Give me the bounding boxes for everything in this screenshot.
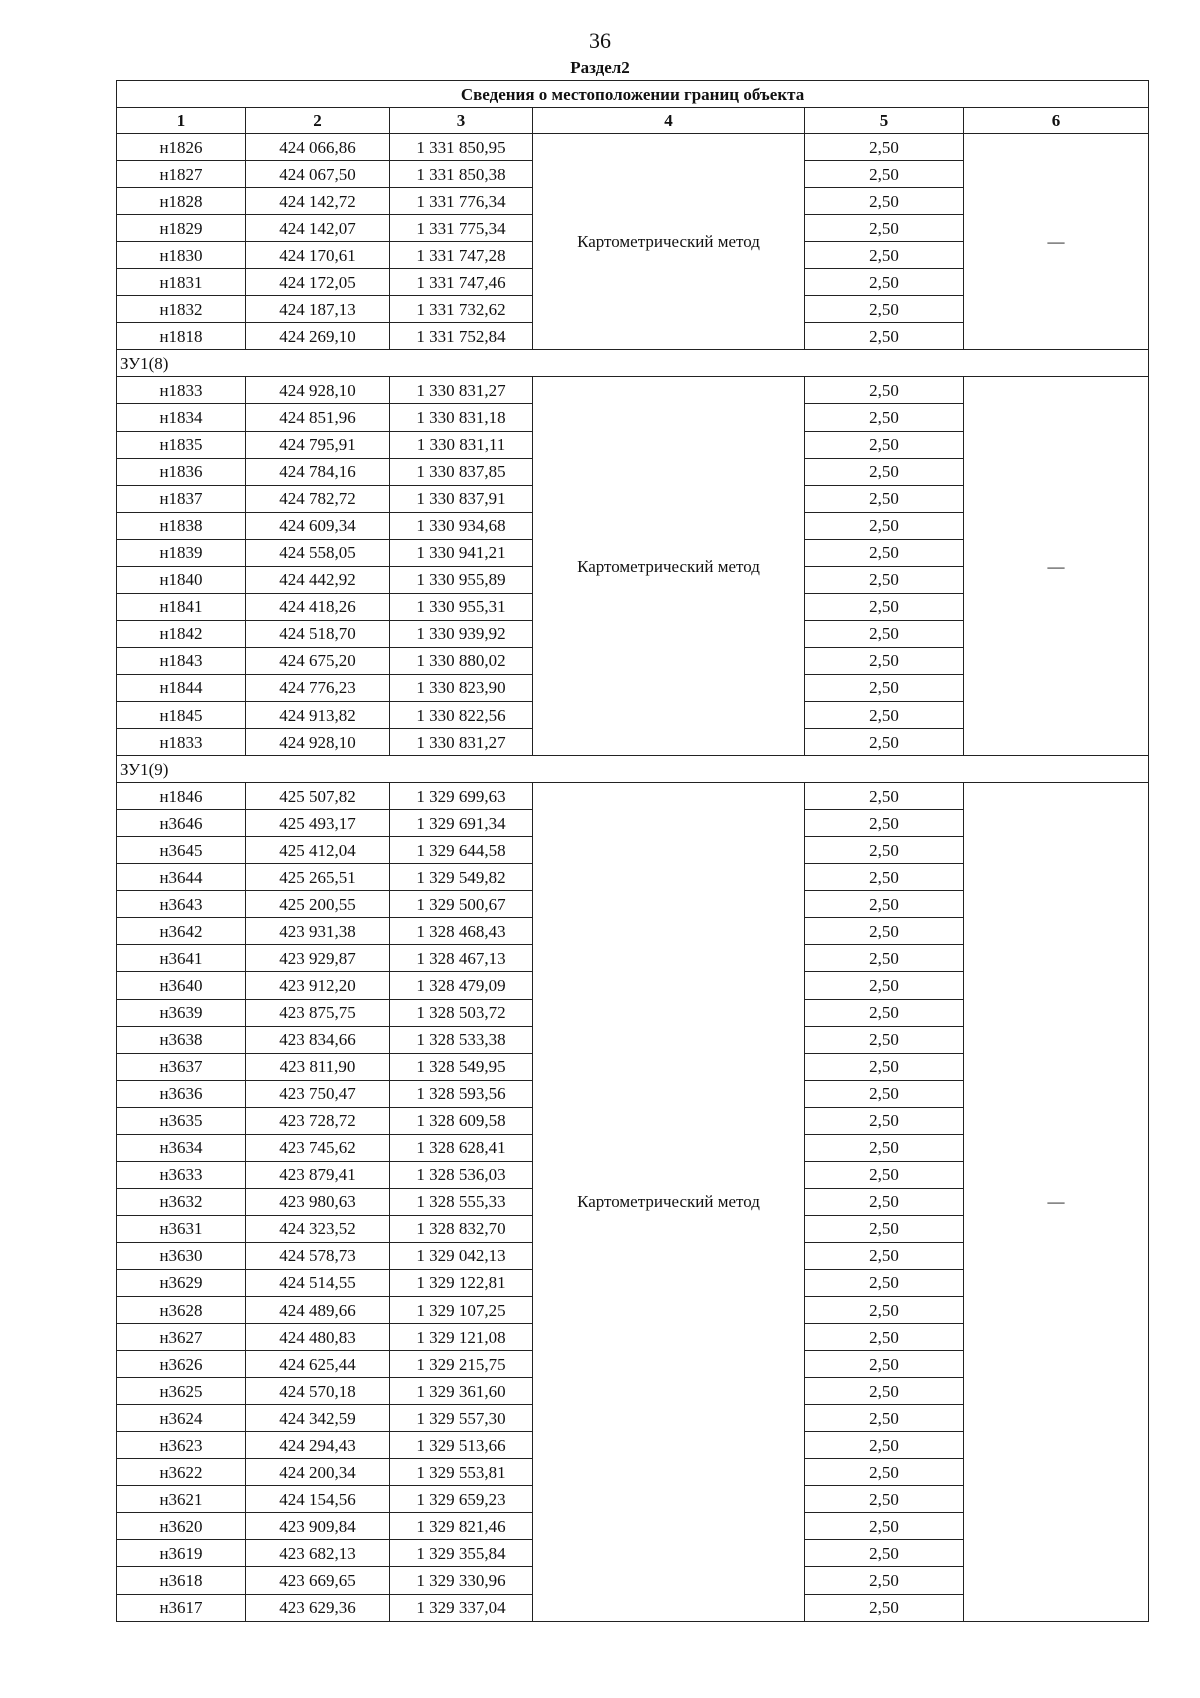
x-coordinate-cell: 424 323,52 xyxy=(246,1215,390,1242)
point-id-cell: н1840 xyxy=(117,566,246,593)
x-coordinate-cell: 424 142,72 xyxy=(246,188,390,215)
precision-cell: 2,50 xyxy=(805,1324,964,1351)
x-coordinate-cell: 423 669,65 xyxy=(246,1567,390,1594)
point-id-cell: н3632 xyxy=(117,1188,246,1215)
y-coordinate-cell: 1 330 837,91 xyxy=(390,485,533,512)
x-coordinate-cell: 424 928,10 xyxy=(246,377,390,404)
point-id-cell: н1845 xyxy=(117,701,246,728)
y-coordinate-cell: 1 329 337,04 xyxy=(390,1594,533,1621)
point-id-cell: н3644 xyxy=(117,864,246,891)
point-id-cell: н3626 xyxy=(117,1351,246,1378)
y-coordinate-cell: 1 329 107,25 xyxy=(390,1297,533,1324)
x-coordinate-cell: 423 745,62 xyxy=(246,1134,390,1161)
precision-cell: 2,50 xyxy=(805,1053,964,1080)
x-coordinate-cell: 423 980,63 xyxy=(246,1188,390,1215)
precision-cell: 2,50 xyxy=(805,1351,964,1378)
point-id-cell: н3618 xyxy=(117,1567,246,1594)
x-coordinate-cell: 424 928,10 xyxy=(246,729,390,756)
column6-cell: — xyxy=(964,377,1149,756)
point-id-cell: н1827 xyxy=(117,161,246,188)
y-coordinate-cell: 1 328 628,41 xyxy=(390,1134,533,1161)
y-coordinate-cell: 1 329 330,96 xyxy=(390,1567,533,1594)
x-coordinate-cell: 424 187,13 xyxy=(246,296,390,323)
precision-cell: 2,50 xyxy=(805,620,964,647)
method-cell: Картометрический метод xyxy=(533,377,805,756)
x-coordinate-cell: 424 795,91 xyxy=(246,431,390,458)
y-coordinate-cell: 1 330 934,68 xyxy=(390,512,533,539)
x-coordinate-cell: 424 200,34 xyxy=(246,1459,390,1486)
point-id-cell: н1842 xyxy=(117,620,246,647)
point-id-cell: н1834 xyxy=(117,404,246,431)
precision-cell: 2,50 xyxy=(805,891,964,918)
point-id-cell: н3641 xyxy=(117,945,246,972)
point-id-cell: н3621 xyxy=(117,1486,246,1513)
x-coordinate-cell: 423 931,38 xyxy=(246,918,390,945)
precision-cell: 2,50 xyxy=(805,458,964,485)
precision-cell: 2,50 xyxy=(805,1594,964,1621)
x-coordinate-cell: 424 851,96 xyxy=(246,404,390,431)
y-coordinate-cell: 1 330 955,31 xyxy=(390,593,533,620)
precision-cell: 2,50 xyxy=(805,1540,964,1567)
precision-cell: 2,50 xyxy=(805,783,964,810)
point-id-cell: н1828 xyxy=(117,188,246,215)
column6-cell: — xyxy=(964,783,1149,1621)
y-coordinate-cell: 1 328 549,95 xyxy=(390,1053,533,1080)
group-label: ЗУ1(9) xyxy=(117,756,1149,783)
point-id-cell: н3622 xyxy=(117,1459,246,1486)
point-id-cell: н3637 xyxy=(117,1053,246,1080)
point-id-cell: н3642 xyxy=(117,918,246,945)
y-coordinate-cell: 1 328 609,58 xyxy=(390,1107,533,1134)
section-title: Раздел2 xyxy=(570,58,630,77)
y-coordinate-cell: 1 328 555,33 xyxy=(390,1188,533,1215)
x-coordinate-cell: 424 172,05 xyxy=(246,269,390,296)
precision-cell: 2,50 xyxy=(805,296,964,323)
precision-cell: 2,50 xyxy=(805,837,964,864)
x-coordinate-cell: 424 570,18 xyxy=(246,1378,390,1405)
precision-cell: 2,50 xyxy=(805,1459,964,1486)
precision-cell: 2,50 xyxy=(805,512,964,539)
y-coordinate-cell: 1 329 553,81 xyxy=(390,1459,533,1486)
y-coordinate-cell: 1 330 822,56 xyxy=(390,701,533,728)
precision-cell: 2,50 xyxy=(805,1242,964,1269)
point-id-cell: н1839 xyxy=(117,539,246,566)
precision-cell: 2,50 xyxy=(805,810,964,837)
method-cell: Картометрический метод xyxy=(533,134,805,350)
y-coordinate-cell: 1 331 776,34 xyxy=(390,188,533,215)
column-number: 6 xyxy=(964,108,1149,134)
point-id-cell: н3646 xyxy=(117,810,246,837)
point-id-cell: н3634 xyxy=(117,1134,246,1161)
precision-cell: 2,50 xyxy=(805,701,964,728)
precision-cell: 2,50 xyxy=(805,945,964,972)
group-label-row xyxy=(117,756,1149,783)
precision-cell: 2,50 xyxy=(805,1486,964,1513)
y-coordinate-cell: 1 331 747,46 xyxy=(390,269,533,296)
x-coordinate-cell: 424 170,61 xyxy=(246,242,390,269)
precision-cell: 2,50 xyxy=(805,1567,964,1594)
precision-cell: 2,50 xyxy=(805,674,964,701)
y-coordinate-cell: 1 329 691,34 xyxy=(390,810,533,837)
precision-cell: 2,50 xyxy=(805,1269,964,1296)
x-coordinate-cell: 424 784,16 xyxy=(246,458,390,485)
point-id-cell: н3631 xyxy=(117,1215,246,1242)
point-id-cell: н1826 xyxy=(117,134,246,161)
point-id-cell: н3627 xyxy=(117,1324,246,1351)
y-coordinate-cell: 1 330 831,27 xyxy=(390,377,533,404)
point-id-cell: н3620 xyxy=(117,1513,246,1540)
precision-cell: 2,50 xyxy=(805,323,964,350)
precision-cell: 2,50 xyxy=(805,729,964,756)
precision-cell: 2,50 xyxy=(805,485,964,512)
y-coordinate-cell: 1 328 533,38 xyxy=(390,1026,533,1053)
point-id-cell: н1829 xyxy=(117,215,246,242)
table-row xyxy=(117,134,1149,161)
point-id-cell: н3645 xyxy=(117,837,246,864)
y-coordinate-cell: 1 331 752,84 xyxy=(390,323,533,350)
y-coordinate-cell: 1 331 747,28 xyxy=(390,242,533,269)
point-id-cell: н3624 xyxy=(117,1405,246,1432)
column-number: 3 xyxy=(390,108,533,134)
x-coordinate-cell: 424 269,10 xyxy=(246,323,390,350)
point-id-cell: н1835 xyxy=(117,431,246,458)
point-id-cell: н3629 xyxy=(117,1269,246,1296)
point-id-cell: н1833 xyxy=(117,729,246,756)
x-coordinate-cell: 423 750,47 xyxy=(246,1080,390,1107)
method-cell: Картометрический метод xyxy=(533,783,805,1621)
y-coordinate-cell: 1 330 831,18 xyxy=(390,404,533,431)
point-id-cell: н1832 xyxy=(117,296,246,323)
boundary-coordinates-table xyxy=(116,80,1149,1622)
y-coordinate-cell: 1 330 939,92 xyxy=(390,620,533,647)
precision-cell: 2,50 xyxy=(805,1432,964,1459)
table-row xyxy=(117,377,1149,404)
point-id-cell: н3628 xyxy=(117,1297,246,1324)
y-coordinate-cell: 1 329 121,08 xyxy=(390,1324,533,1351)
y-coordinate-cell: 1 329 549,82 xyxy=(390,864,533,891)
y-coordinate-cell: 1 329 361,60 xyxy=(390,1378,533,1405)
precision-cell: 2,50 xyxy=(805,269,964,296)
x-coordinate-cell: 424 480,83 xyxy=(246,1324,390,1351)
x-coordinate-cell: 423 929,87 xyxy=(246,945,390,972)
y-coordinate-cell: 1 329 659,23 xyxy=(390,1486,533,1513)
precision-cell: 2,50 xyxy=(805,1297,964,1324)
y-coordinate-cell: 1 330 880,02 xyxy=(390,647,533,674)
y-coordinate-cell: 1 329 557,30 xyxy=(390,1405,533,1432)
y-coordinate-cell: 1 328 467,13 xyxy=(390,945,533,972)
point-id-cell: н3623 xyxy=(117,1432,246,1459)
precision-cell: 2,50 xyxy=(805,593,964,620)
x-coordinate-cell: 424 489,66 xyxy=(246,1297,390,1324)
y-coordinate-cell: 1 328 593,56 xyxy=(390,1080,533,1107)
x-coordinate-cell: 424 442,92 xyxy=(246,566,390,593)
x-coordinate-cell: 424 675,20 xyxy=(246,647,390,674)
x-coordinate-cell: 423 875,75 xyxy=(246,999,390,1026)
y-coordinate-cell: 1 330 831,11 xyxy=(390,431,533,458)
x-coordinate-cell: 424 294,43 xyxy=(246,1432,390,1459)
precision-cell: 2,50 xyxy=(805,161,964,188)
y-coordinate-cell: 1 329 699,63 xyxy=(390,783,533,810)
column-number: 1 xyxy=(117,108,246,134)
x-coordinate-cell: 424 154,56 xyxy=(246,1486,390,1513)
precision-cell: 2,50 xyxy=(805,1378,964,1405)
y-coordinate-cell: 1 329 821,46 xyxy=(390,1513,533,1540)
x-coordinate-cell: 424 518,70 xyxy=(246,620,390,647)
point-id-cell: н1830 xyxy=(117,242,246,269)
y-coordinate-cell: 1 331 775,34 xyxy=(390,215,533,242)
x-coordinate-cell: 423 909,84 xyxy=(246,1513,390,1540)
x-coordinate-cell: 423 728,72 xyxy=(246,1107,390,1134)
precision-cell: 2,50 xyxy=(805,1215,964,1242)
y-coordinate-cell: 1 330 955,89 xyxy=(390,566,533,593)
x-coordinate-cell: 424 578,73 xyxy=(246,1242,390,1269)
point-id-cell: н3643 xyxy=(117,891,246,918)
precision-cell: 2,50 xyxy=(805,1134,964,1161)
y-coordinate-cell: 1 330 837,85 xyxy=(390,458,533,485)
column-number: 5 xyxy=(805,108,964,134)
y-coordinate-cell: 1 330 831,27 xyxy=(390,729,533,756)
precision-cell: 2,50 xyxy=(805,1161,964,1188)
point-id-cell: н1833 xyxy=(117,377,246,404)
x-coordinate-cell: 424 782,72 xyxy=(246,485,390,512)
y-coordinate-cell: 1 331 732,62 xyxy=(390,296,533,323)
x-coordinate-cell: 424 142,07 xyxy=(246,215,390,242)
y-coordinate-cell: 1 328 536,03 xyxy=(390,1161,533,1188)
point-id-cell: н1841 xyxy=(117,593,246,620)
precision-cell: 2,50 xyxy=(805,188,964,215)
point-id-cell: н3635 xyxy=(117,1107,246,1134)
precision-cell: 2,50 xyxy=(805,1026,964,1053)
y-coordinate-cell: 1 329 122,81 xyxy=(390,1269,533,1296)
x-coordinate-cell: 423 912,20 xyxy=(246,972,390,999)
column-number: 2 xyxy=(246,108,390,134)
x-coordinate-cell: 424 609,34 xyxy=(246,512,390,539)
x-coordinate-cell: 425 265,51 xyxy=(246,864,390,891)
group-label: ЗУ1(8) xyxy=(117,350,1149,377)
precision-cell: 2,50 xyxy=(805,539,964,566)
precision-cell: 2,50 xyxy=(805,864,964,891)
x-coordinate-cell: 424 776,23 xyxy=(246,674,390,701)
precision-cell: 2,50 xyxy=(805,242,964,269)
table-caption-row xyxy=(117,81,1149,108)
x-coordinate-cell: 424 342,59 xyxy=(246,1405,390,1432)
y-coordinate-cell: 1 331 850,38 xyxy=(390,161,533,188)
y-coordinate-cell: 1 329 513,66 xyxy=(390,1432,533,1459)
y-coordinate-cell: 1 329 644,58 xyxy=(390,837,533,864)
column-number-row xyxy=(117,108,1149,134)
group-label-row xyxy=(117,350,1149,377)
column-number: 4 xyxy=(533,108,805,134)
point-id-cell: н1844 xyxy=(117,674,246,701)
point-id-cell: н1837 xyxy=(117,485,246,512)
point-id-cell: н1846 xyxy=(117,783,246,810)
y-coordinate-cell: 1 329 355,84 xyxy=(390,1540,533,1567)
y-coordinate-cell: 1 329 500,67 xyxy=(390,891,533,918)
precision-cell: 2,50 xyxy=(805,999,964,1026)
y-coordinate-cell: 1 328 832,70 xyxy=(390,1215,533,1242)
precision-cell: 2,50 xyxy=(805,431,964,458)
y-coordinate-cell: 1 329 042,13 xyxy=(390,1242,533,1269)
precision-cell: 2,50 xyxy=(805,1080,964,1107)
point-id-cell: н3640 xyxy=(117,972,246,999)
y-coordinate-cell: 1 330 823,90 xyxy=(390,674,533,701)
table-caption: Сведения о местоположении границ объекта xyxy=(117,81,1149,108)
point-id-cell: н3630 xyxy=(117,1242,246,1269)
y-coordinate-cell: 1 329 215,75 xyxy=(390,1351,533,1378)
point-id-cell: н3617 xyxy=(117,1594,246,1621)
x-coordinate-cell: 424 066,86 xyxy=(246,134,390,161)
precision-cell: 2,50 xyxy=(805,972,964,999)
point-id-cell: н1818 xyxy=(117,323,246,350)
point-id-cell: н3638 xyxy=(117,1026,246,1053)
point-id-cell: н1831 xyxy=(117,269,246,296)
precision-cell: 2,50 xyxy=(805,377,964,404)
point-id-cell: н3639 xyxy=(117,999,246,1026)
x-coordinate-cell: 423 629,36 xyxy=(246,1594,390,1621)
x-coordinate-cell: 424 067,50 xyxy=(246,161,390,188)
x-coordinate-cell: 425 493,17 xyxy=(246,810,390,837)
x-coordinate-cell: 423 682,13 xyxy=(246,1540,390,1567)
x-coordinate-cell: 424 514,55 xyxy=(246,1269,390,1296)
x-coordinate-cell: 425 507,82 xyxy=(246,783,390,810)
page-number: 36 xyxy=(589,28,611,53)
point-id-cell: н3633 xyxy=(117,1161,246,1188)
point-id-cell: н3619 xyxy=(117,1540,246,1567)
x-coordinate-cell: 423 811,90 xyxy=(246,1053,390,1080)
precision-cell: 2,50 xyxy=(805,404,964,431)
x-coordinate-cell: 424 913,82 xyxy=(246,701,390,728)
precision-cell: 2,50 xyxy=(805,1188,964,1215)
point-id-cell: н1843 xyxy=(117,647,246,674)
table-row xyxy=(117,783,1149,810)
precision-cell: 2,50 xyxy=(805,918,964,945)
x-coordinate-cell: 425 412,04 xyxy=(246,837,390,864)
precision-cell: 2,50 xyxy=(805,566,964,593)
precision-cell: 2,50 xyxy=(805,1513,964,1540)
point-id-cell: н3625 xyxy=(117,1378,246,1405)
x-coordinate-cell: 424 418,26 xyxy=(246,593,390,620)
precision-cell: 2,50 xyxy=(805,215,964,242)
point-id-cell: н1838 xyxy=(117,512,246,539)
y-coordinate-cell: 1 331 850,95 xyxy=(390,134,533,161)
precision-cell: 2,50 xyxy=(805,1107,964,1134)
y-coordinate-cell: 1 328 479,09 xyxy=(390,972,533,999)
x-coordinate-cell: 425 200,55 xyxy=(246,891,390,918)
y-coordinate-cell: 1 328 468,43 xyxy=(390,918,533,945)
x-coordinate-cell: 423 879,41 xyxy=(246,1161,390,1188)
y-coordinate-cell: 1 330 941,21 xyxy=(390,539,533,566)
column6-cell: — xyxy=(964,134,1149,350)
precision-cell: 2,50 xyxy=(805,1405,964,1432)
x-coordinate-cell: 423 834,66 xyxy=(246,1026,390,1053)
x-coordinate-cell: 424 558,05 xyxy=(246,539,390,566)
x-coordinate-cell: 424 625,44 xyxy=(246,1351,390,1378)
precision-cell: 2,50 xyxy=(805,134,964,161)
point-id-cell: н3636 xyxy=(117,1080,246,1107)
precision-cell: 2,50 xyxy=(805,647,964,674)
y-coordinate-cell: 1 328 503,72 xyxy=(390,999,533,1026)
point-id-cell: н1836 xyxy=(117,458,246,485)
